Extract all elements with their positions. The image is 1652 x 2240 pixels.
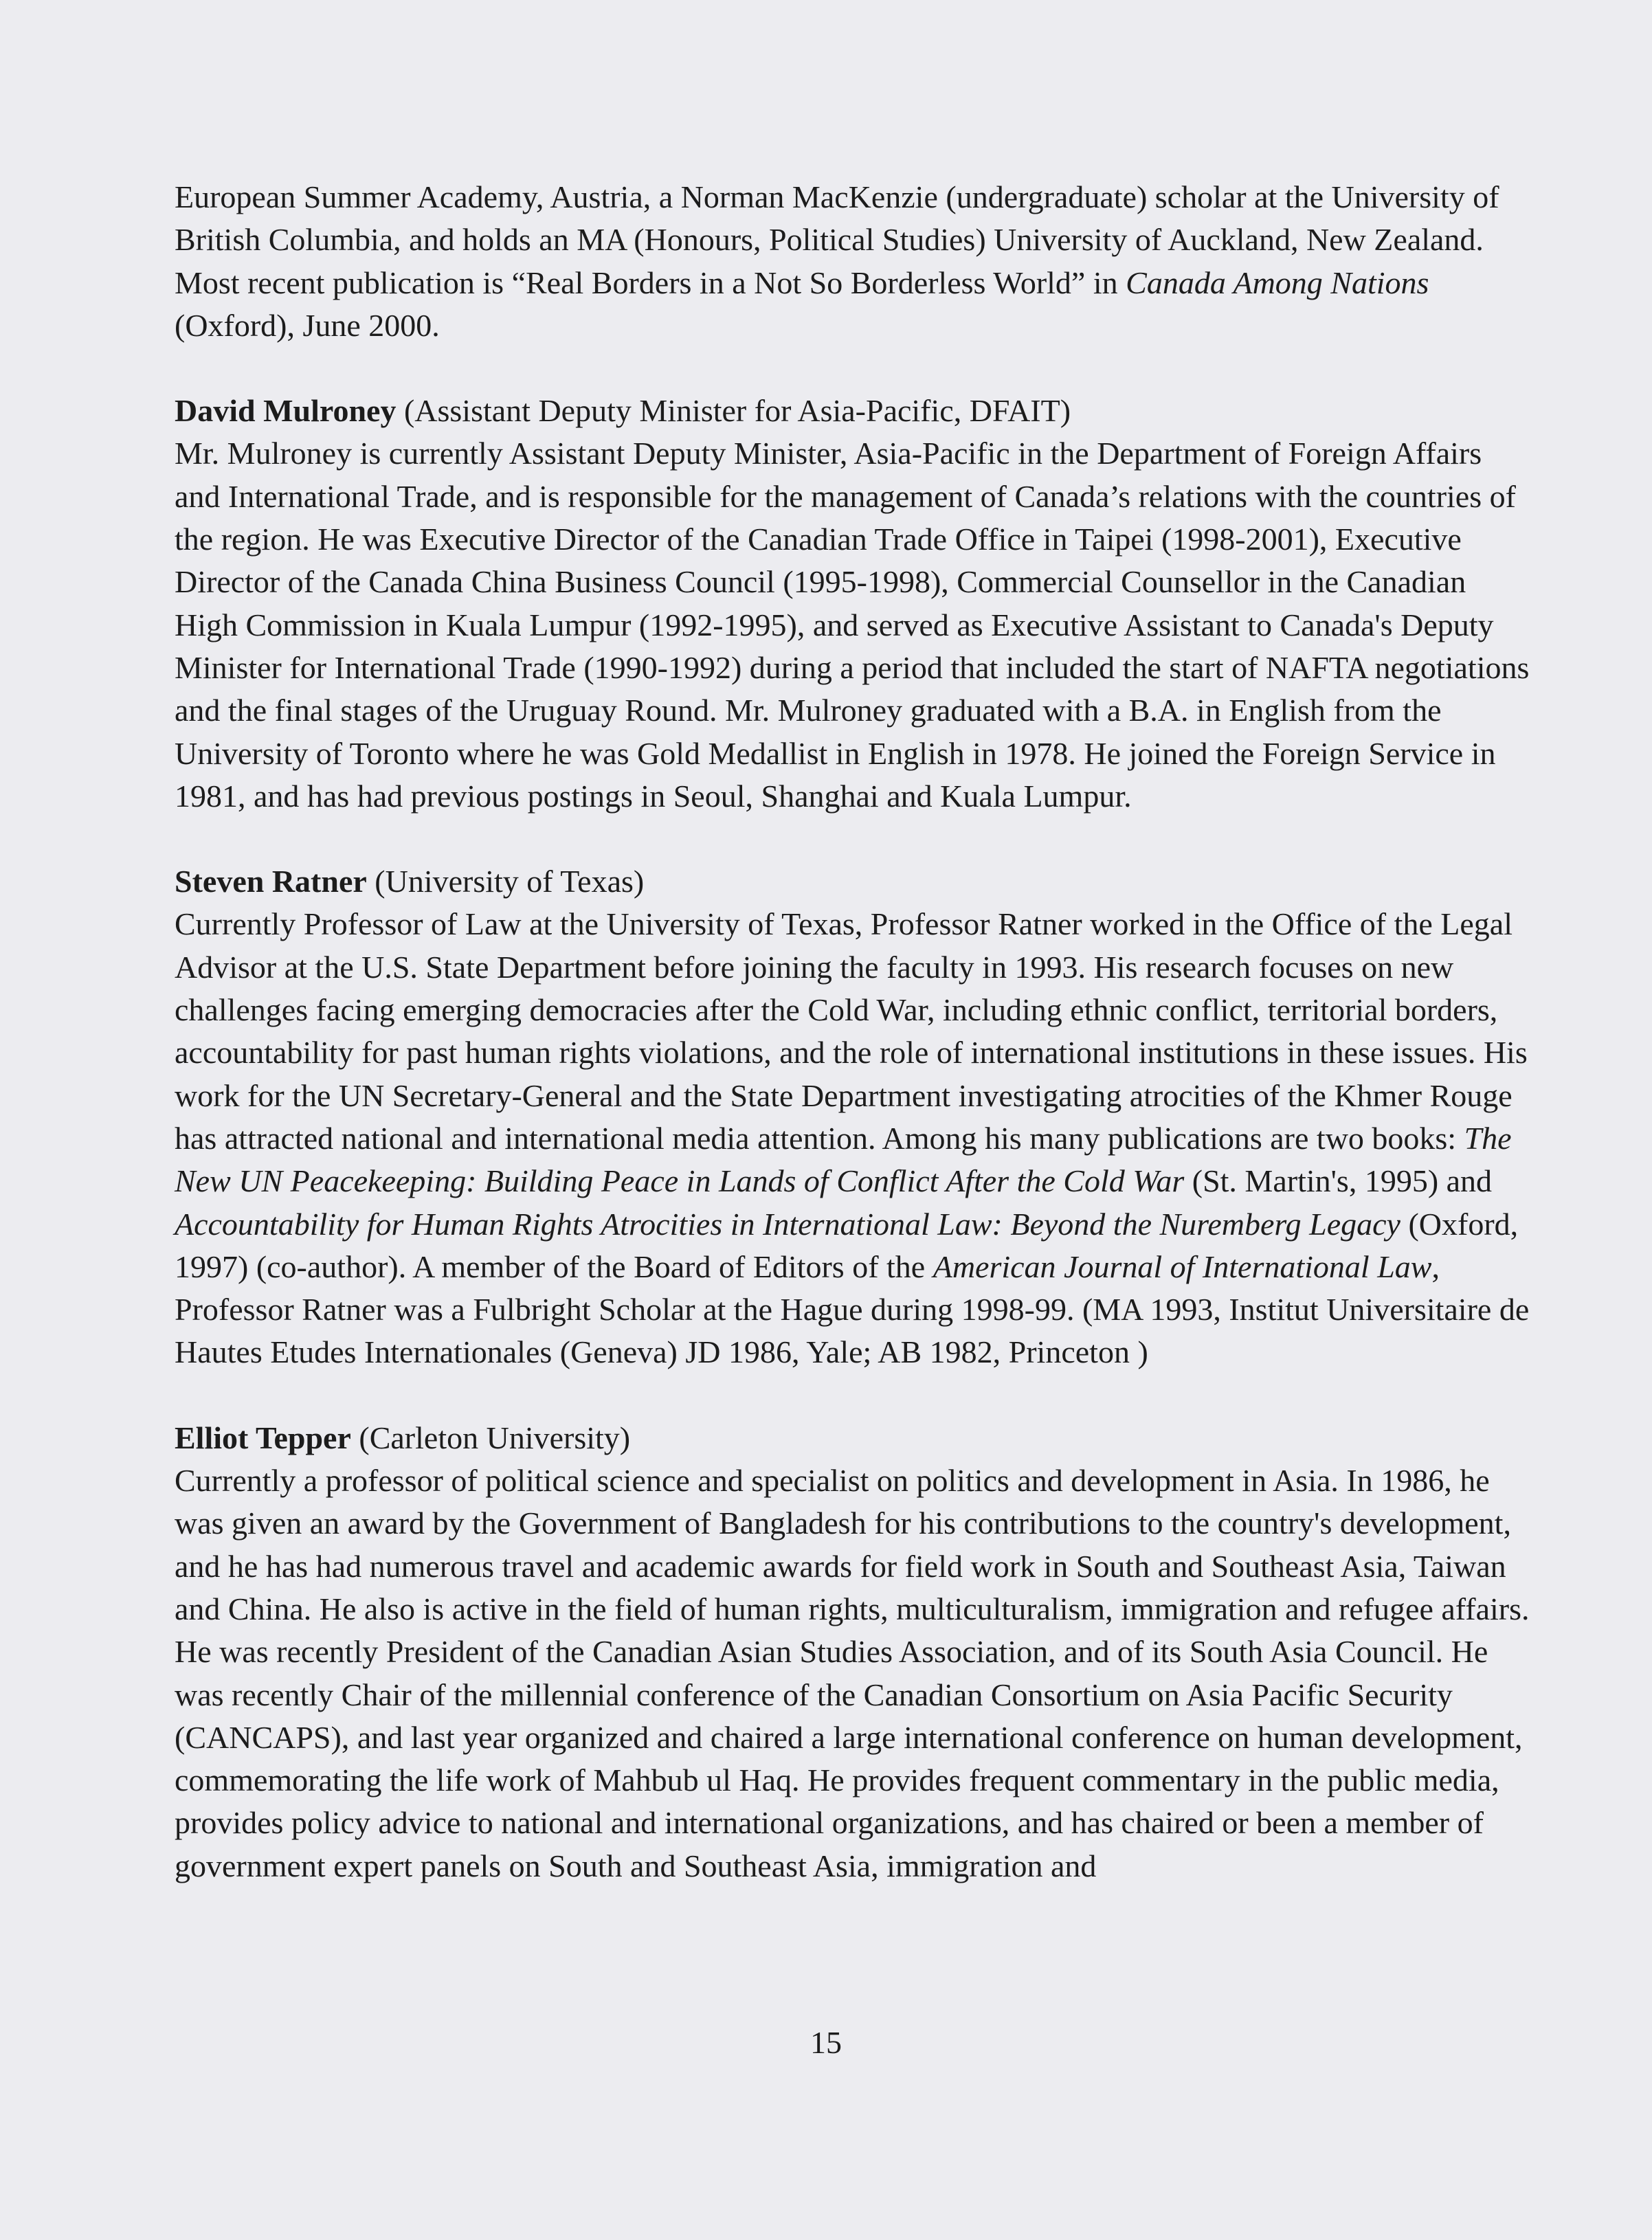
bio-entry-ratner xyxy=(175,860,1535,1374)
bio-body-part: , Professor Ratner was a Fulbright Scholar at the Hague during 1998-99. (MA 1993, Institut Universitaire de Hautes Etudes Internationales (Geneva) JD 1986, Yale; AB 1982, Princeton ) xyxy=(175,1248,1530,1370)
intro-paragraph xyxy=(175,176,1535,347)
bio-entry-tepper xyxy=(175,1417,1535,1888)
bio-body-part: Mr. Mulroney is currently Assistant Deputy Minister, Asia-Pacific in the Department of Foreign Affairs and International Trade, and is responsible for the management of Canada’s relations with the countries of the region. He was Executive Director of the Canadian Trade Office in Taipei (1998-2001), Executive Director of the Canada China Business Council (1995-1998), Commercial Counsellor in the Canadian High Commission in Kuala Lumpur (1992-1995), and served as Executive Assistant to Canada's Deputy Minister for International Trade (1990-1992) during a period that included the start of NAFTA negotiations and the final stages of the Uruguay Round. Mr. Mulroney graduated with a B.A. in English from the University of Toronto where he was Gold Medallist in English in 1978. He joined the Foreign Service in 1981, and has had previous postings in Seoul, Shanghai and Kuala Lumpur. xyxy=(175,436,1530,814)
page-number: 15 xyxy=(810,2025,842,2060)
bio-name: David Mulroney xyxy=(175,393,397,429)
bio-text xyxy=(175,860,1535,1374)
page-body xyxy=(175,176,1535,1930)
intro-text xyxy=(175,176,1535,347)
bio-entry-mulroney xyxy=(175,390,1535,818)
bio-text xyxy=(175,390,1535,818)
bio-name: Steven Ratner xyxy=(175,864,367,899)
bio-affiliation: (University of Texas) xyxy=(366,864,645,899)
bio-body-part: Currently a professor of political science and specialist on politics and development in Asia. In 1986, he was given an award by the Government of Bangladesh for his contributions to the country's development, and he has had numerous travel and academic awards for field work in South and Southeast Asia, Taiwan and China. He also is active in the field of human rights, multiculturalism, immigration and refugee affairs. He was recently President of the Canadian Asian Studies Association, and of its South Asia Council. He was recently Chair of the millennial conference of the Canadian Consortium on Asia Pacific Security (CANCAPS), and last year organized and chaired a large international conference on human development, commemorating the life work of Mahbub ul Haq. He provides frequent commentary in the public media, provides policy advice to national and international organizations, and has chaired or been a member of government expert panels on South and Southeast Asia, immigration and xyxy=(175,1463,1530,1883)
bio-book-title: Accountability for Human Rights Atrocities in International Law: Beyond the Nuremberg Legacy xyxy=(175,1206,1400,1242)
intro-text-part: European Summer Academy, Austria, a Norman MacKenzie (undergraduate) scholar at the University of British Columbia, and holds an MA (Honours, Political Studies) University of Auckland, New Zealand. Most recent publication is “Real Borders in a Not So Borderless World” in xyxy=(175,179,1499,300)
intro-text-part: (Oxford), June 2000. xyxy=(175,307,440,343)
bio-affiliation: (Carleton University) xyxy=(350,1420,631,1455)
bio-name: Elliot Tepper xyxy=(175,1420,351,1455)
bio-journal-title: American Journal of International Law xyxy=(933,1248,1432,1284)
bio-book-title: The New UN Peacekeeping: Building Peace in Lands of Conflict After the Cold War xyxy=(175,1120,1512,1199)
intro-publication-title: Canada Among Nations xyxy=(1126,265,1429,300)
bio-body-part: (Oxford, 1997) (co-author). A member of the Board of Editors of the xyxy=(175,1206,1519,1284)
bio-text xyxy=(175,1417,1535,1888)
bio-body-part: Currently Professor of Law at the University of Texas, Professor Ratner worked in the Office of the Legal Advisor at the U.S. State Department before joining the faculty in 1993. His research focuses on new challenges facing emerging democracies after the Cold War, including ethnic conflict, territorial borders, accountability for past human rights violations, and the role of international institutions in these issues. His work for the UN Secretary-General and the State Department investigating atrocities of the Khmer Rouge has attracted national and international media attention. Among his many publications are two books: xyxy=(175,906,1528,1156)
bio-affiliation: (Assistant Deputy Minister for Asia-Pacific, DFAIT) xyxy=(396,393,1071,429)
bio-body-part: (St. Martin's, 1995) and xyxy=(1184,1163,1493,1199)
